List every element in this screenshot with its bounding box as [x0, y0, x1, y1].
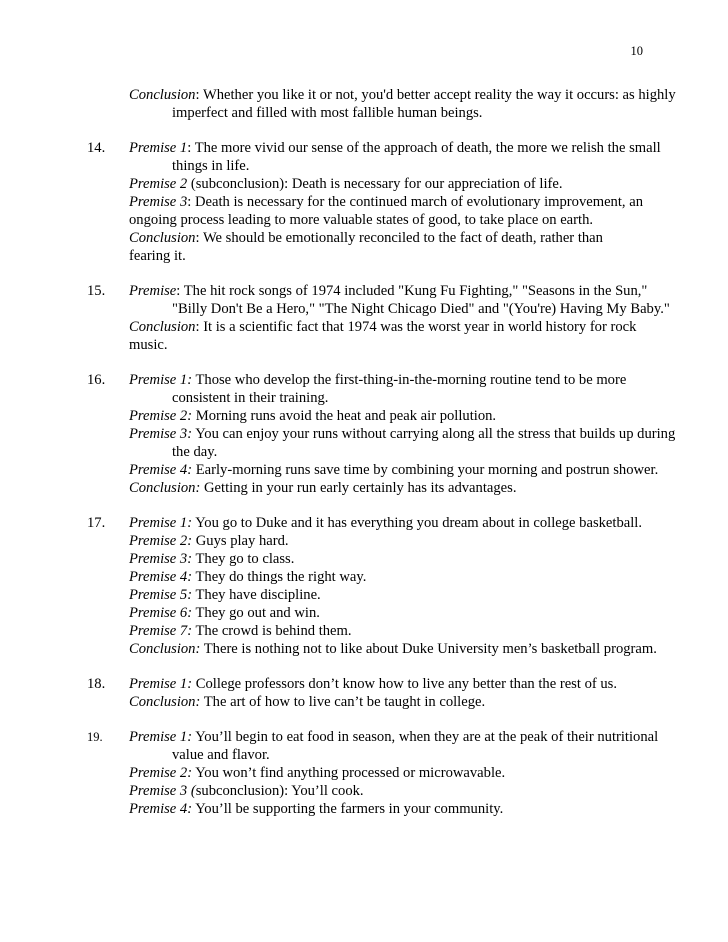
line-text: Morning runs avoid the heat and peak air pollution. [195, 408, 497, 424]
premise-line: Premise: The hit rock songs of 1974 included "Kung Fu Fighting," "Seasons in the Sun," "Billy Don't Be a Hero," "The Night Chicago Died" and "(You're) Having My Baby." [129, 283, 670, 317]
line-label: Conclusion: [129, 694, 201, 710]
conclusion-line [129, 693, 686, 711]
line-label: Premise 3: [129, 426, 193, 442]
line-text: Guys play hard. [195, 533, 289, 549]
premise-line [129, 371, 686, 407]
line-text: You’ll be supporting the farmers in your community. [195, 801, 504, 817]
list-item [0, 86, 728, 122]
line-label: Premise 1: [129, 372, 193, 388]
line-text: They have discipline. [195, 587, 321, 603]
line-text: The hit rock songs of 1974 included "Kung Fu Fighting," "Seasons in the Sun," "Billy Don't Be a Hero," "The Night Chicago Died" and "(You're) Having My Baby." [172, 283, 670, 317]
conclusion-line: Conclusion: Whether you like it or not, you'd better accept reality the way it occurs: as highly imperfect and filled with most fallible human beings. [129, 87, 676, 121]
line-label: Premise 2: [129, 765, 193, 781]
line-label: Conclusion [129, 87, 196, 103]
argument-list [0, 86, 728, 835]
line-label: Conclusion: [129, 480, 201, 496]
premise-line [129, 532, 686, 550]
line-label: Premise 1: [129, 676, 193, 692]
line-text: You go to Duke and it has everything you dream about in college basketball. [195, 515, 642, 531]
premise-line [129, 175, 686, 193]
premise-line [129, 764, 686, 782]
list-item [0, 514, 728, 658]
line-text: (subconclusion): Death is necessary for our appreciation of life. [190, 176, 563, 192]
line-text: You won’t find anything processed or microwavable. [195, 765, 506, 781]
premise-line [129, 782, 686, 800]
line-text: Early-morning runs save time by combining your morning and postrun shower. [195, 462, 659, 478]
line-text: The art of how to live can’t be taught in college. [203, 694, 486, 710]
premise-line: Premise 1: The more vivid our sense of the approach of death, the more we relish the small things in life. [129, 140, 661, 174]
line-text: Those who develop the first-thing-in-the-morning routine tend to be more consistent in their training. [172, 372, 627, 406]
line-text: The crowd is behind them. [195, 623, 352, 639]
line-label: Premise 7: [129, 623, 193, 639]
list-item [0, 282, 728, 354]
item-number: 19. [87, 730, 103, 744]
item-number: 17. [87, 515, 106, 531]
line-label: Premise 2: [129, 408, 193, 424]
line-label: Premise 4: [129, 569, 193, 585]
line-text: College professors don’t know how to live any better than the rest of us. [195, 676, 617, 692]
item-number: 18. [87, 676, 106, 692]
list-item [0, 675, 728, 711]
item-number: 15. [87, 283, 106, 299]
list-item [0, 728, 728, 818]
line-label: Premise 1 [129, 140, 188, 156]
line-label: Premise 1: [129, 729, 193, 745]
line-label: Premise 6: [129, 605, 193, 621]
line-label: Premise 4: [129, 462, 193, 478]
line-label: Premise 3 [129, 194, 188, 210]
line-label: Premise [129, 283, 177, 299]
line-label: Conclusion: [129, 641, 201, 657]
line-text: The more vivid our sense of the approach of death, the more we relish the small things in life. [172, 140, 661, 174]
line-text: You’ll begin to eat food in season, when they are at the peak of their nutritional value and flavor. [172, 729, 659, 763]
premise-line: Premise 3: Death is necessary for the continued march of evolutionary improvement, an ongoing process leading to more valuable states of good, to take place on earth. [129, 194, 644, 228]
line-label: Premise 5: [129, 587, 193, 603]
conclusion-line: Conclusion: We should be emotionally reconciled to the fact of death, rather than fearing it. [129, 230, 603, 264]
premise-line [129, 800, 686, 818]
line-text: It is a scientific fact that 1974 was the worst year in world history for rock music. [129, 319, 637, 353]
conclusion-line [129, 640, 686, 658]
line-text: We should be emotionally reconciled to the fact of death, rather than fearing it. [129, 230, 603, 264]
item-number: 14. [87, 140, 106, 156]
line-label: Conclusion [129, 230, 196, 246]
line-text: They do things the right way. [195, 569, 367, 585]
line-text: There is nothing not to like about Duke University men’s basketball program. [203, 641, 657, 657]
premise-line [129, 604, 686, 622]
line-text: Getting in your run early certainly has its advantages. [204, 480, 517, 496]
line-label: Premise 3 ( [129, 783, 196, 799]
conclusion-line: Conclusion: It is a scientific fact that 1974 was the worst year in world history for rock music. [129, 319, 637, 353]
premise-line [129, 586, 686, 604]
line-text: They go to class. [195, 551, 295, 567]
line-label: Premise 3: [129, 551, 193, 567]
line-text: They go out and win. [195, 605, 320, 621]
line-label: Premise 4: [129, 801, 193, 817]
line-label: Conclusion [129, 319, 196, 335]
premise-line [129, 514, 686, 532]
conclusion-line [129, 479, 686, 497]
page-number: 10 [630, 44, 643, 58]
premise-line [129, 407, 686, 425]
premise-line [129, 550, 686, 568]
premise-line [129, 425, 686, 461]
item-number: 16. [87, 372, 106, 388]
premise-line [129, 675, 686, 693]
line-label: Premise 1: [129, 515, 193, 531]
line-text: Whether you like it or not, you'd better accept reality the way it occurs: as highly imperfect and filled with most fallible human beings. [172, 87, 676, 121]
list-item [0, 139, 728, 265]
premise-line [129, 622, 686, 640]
premise-line [129, 728, 686, 764]
line-label: Premise 2 [129, 176, 188, 192]
list-item [0, 371, 728, 497]
premise-line [129, 568, 686, 586]
premise-line [129, 461, 686, 479]
line-text: Death is necessary for the continued march of evolutionary improvement, an ongoing process leading to more valuable states of good, to take place on earth. [129, 194, 644, 228]
line-text: subconclusion): You’ll cook. [195, 783, 364, 799]
line-label: Premise 2: [129, 533, 193, 549]
line-text: You can enjoy your runs without carrying along all the stress that builds up during the day. [172, 426, 676, 460]
